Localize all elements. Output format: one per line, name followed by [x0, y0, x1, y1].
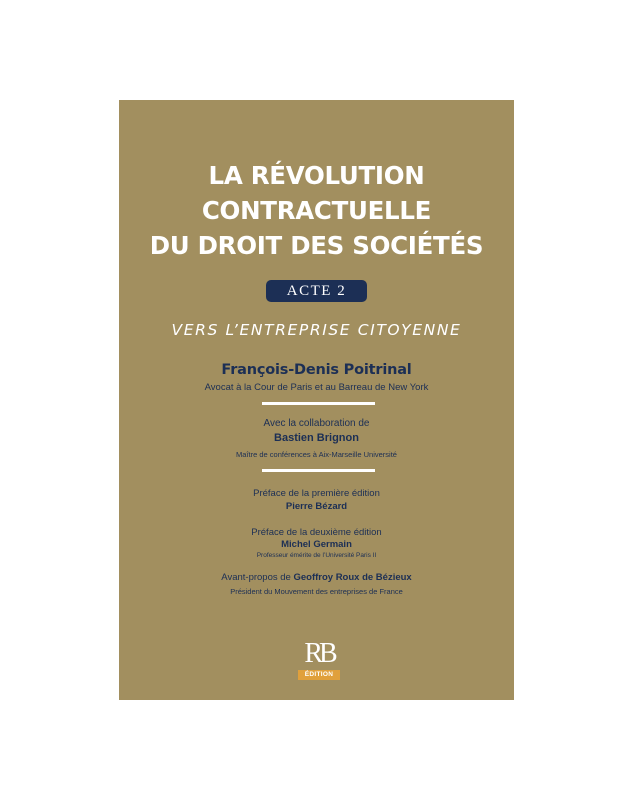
foreword-role: Président du Mouvement des entreprises de France: [230, 587, 403, 596]
collaborator-role: Maître de conférences à Aix-Marseille Université: [236, 450, 397, 459]
publisher-logo: [298, 639, 340, 680]
preface2-name: Michel Germain: [281, 539, 352, 550]
book-cover: [119, 100, 514, 700]
title-line-3: DU DROIT DES SOCIÉTÉS: [149, 231, 484, 260]
foreword-line: [119, 572, 514, 583]
book-title: [119, 158, 514, 263]
preface1-name: Pierre Bézard: [285, 501, 348, 512]
preface2-role: Professeur émérite de l’Université Paris II: [256, 552, 377, 559]
collaborator-name: Bastien Brignon: [274, 432, 359, 444]
acte-badge: ACTE 2: [266, 280, 367, 302]
title-line-1: LA RÉVOLUTION: [208, 161, 425, 190]
foreword-name: Geoffroy Roux de Bézieux: [293, 572, 412, 583]
title-line-2: CONTRACTUELLE: [201, 196, 432, 225]
author-name: François-Denis Poitrinal: [221, 362, 412, 378]
preface1-label: Préface de la première édition: [253, 488, 380, 499]
publisher-logo-label: ÉDITION: [298, 670, 340, 680]
collaboration-intro: Avec la collaboration de: [263, 418, 370, 429]
author-role: Avocat à la Cour de Paris et au Barreau de New York: [204, 382, 429, 393]
foreword-prefix: Avant-propos de: [221, 572, 294, 583]
preface2-label: Préface de la deuxième édition: [251, 527, 382, 538]
book-subtitle: VERS L’ENTREPRISE CITOYENNE: [171, 321, 462, 339]
divider-2: [262, 469, 375, 472]
publisher-logo-mark: RB: [304, 638, 334, 669]
divider-1: [262, 402, 375, 405]
